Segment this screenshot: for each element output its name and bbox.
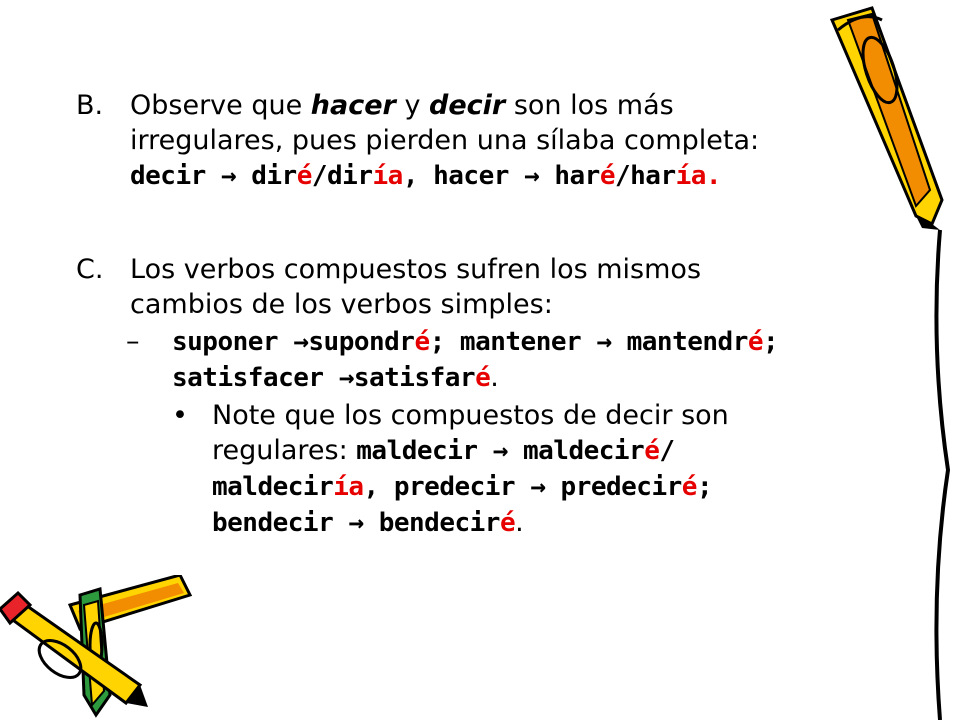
arrow-icon: →: [530, 472, 546, 502]
ending-highlight: é: [644, 436, 660, 466]
edge-decoration: [900, 230, 960, 720]
item-b-text-part: Observe que: [130, 90, 311, 121]
verb-form: /har: [614, 161, 676, 191]
period: .: [515, 507, 524, 538]
item-b-text-part: son los más irregulares, pues pierden una sílaba completa:: [130, 90, 760, 156]
verb-form: satisfar: [353, 363, 476, 393]
verb-suponer: suponer: [172, 327, 294, 357]
item-c-marker: C.: [76, 254, 104, 285]
verb-form: dir: [251, 161, 297, 191]
ending-highlight: é: [499, 508, 516, 538]
arrow-icon: →: [508, 161, 555, 191]
verb-form: bendecir: [363, 508, 500, 538]
period: .: [705, 161, 722, 191]
note-text-part: Note que los compuestos de decir son regulares:: [212, 400, 729, 466]
verb-form: mantendr: [611, 327, 748, 357]
verb-decir: decir: [130, 161, 206, 191]
verb-form: / maldecir: [212, 436, 675, 502]
sub-item-text: [172, 324, 892, 396]
verb-bendecir: ; bendecir: [212, 472, 713, 538]
bullet-marker: •: [172, 400, 188, 431]
ending-highlight: é: [747, 327, 764, 357]
verb-form: maldecir: [507, 436, 645, 466]
ending-highlight: ía: [372, 161, 403, 191]
arrow-icon: →: [205, 161, 252, 191]
arrow-icon: →: [492, 436, 508, 466]
verb-form: /dir: [311, 161, 373, 191]
ending-highlight: ía: [675, 161, 706, 191]
ending-highlight: é: [599, 161, 615, 191]
verb-form: har: [554, 161, 600, 191]
pencils-icon: [0, 575, 200, 720]
verb-satisfacer: ; satisfacer: [172, 327, 779, 393]
item-b-marker: B.: [76, 90, 104, 121]
ending-highlight: é: [475, 363, 491, 393]
verb-form: supondr: [308, 327, 415, 357]
note-text: [212, 398, 772, 541]
arrow-icon: →: [338, 363, 354, 393]
period: .: [490, 362, 499, 393]
arrow-icon: →: [596, 327, 612, 357]
sub-item-marker: –: [126, 326, 140, 357]
hacer-italic: hacer: [310, 90, 396, 121]
ending-highlight: é: [296, 161, 312, 191]
verb-form: predecir: [545, 472, 682, 502]
item-c-text: Los verbos compuestos sufren los mismos cambios de los verbos simples:: [130, 254, 702, 320]
verb-hacer: , hacer: [402, 161, 509, 191]
ending-highlight: é: [681, 472, 697, 502]
verb-mantener: ; mantener: [429, 327, 597, 357]
item-b-text: [130, 88, 810, 194]
ending-highlight: é: [414, 327, 430, 357]
arrow-icon: →: [348, 508, 364, 538]
item-b-text-part: y: [395, 90, 430, 121]
arrow-icon: →: [293, 327, 309, 357]
decir-italic: decir: [429, 90, 506, 121]
verb-predecir: , predecir: [363, 472, 531, 502]
verb-maldecir: maldecir: [356, 436, 493, 466]
pencil-icon: [812, 0, 960, 230]
ending-highlight: ía: [333, 472, 364, 502]
